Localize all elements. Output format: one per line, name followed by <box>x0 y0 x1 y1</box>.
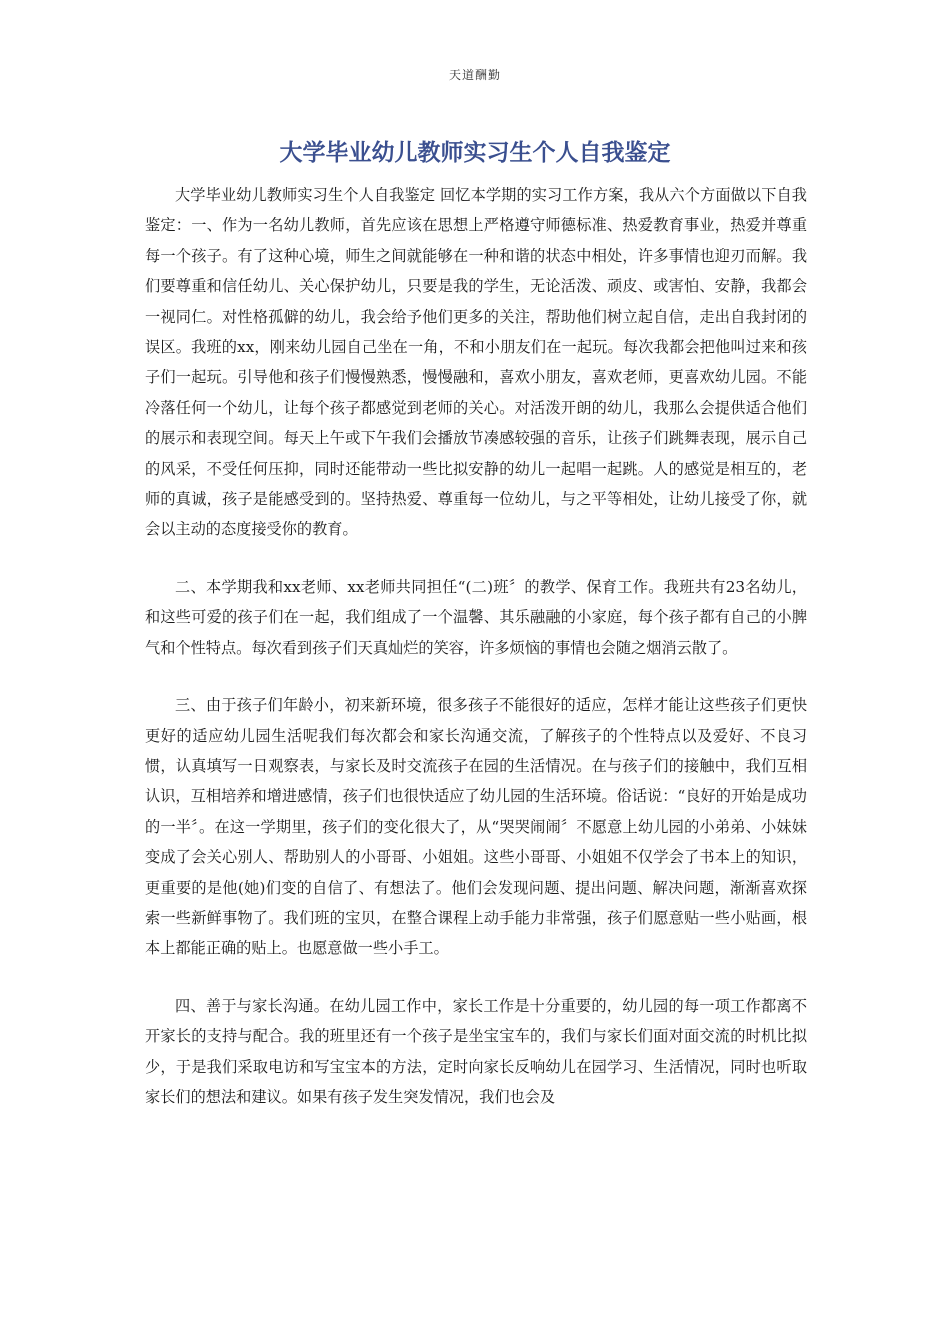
paragraph-4: 四、善于与家长沟通。在幼儿园工作中，家长工作是十分重要的，幼儿园的每一项工作都离不开家长的支持与配合。我的班里还有一个孩子是坐宝宝车的，我们与家长们面对面交流的时机比拟少，于是我们采取电访和写宝宝本的方法，定时向家长反响幼儿在园学习、生活情况，同时也听取家长们的想法和建议。如果有孩子发生突发情况，我们也会及 <box>145 996 807 1106</box>
document-title: 大学毕业幼儿教师实习生个人自我鉴定 <box>279 140 671 166</box>
paragraph-2: 二、本学期我和xx老师、xx老师共同担任“(二)班〞的教学、保育工作。我班共有23名幼儿，和这些可爱的孩子们在一起，我们组成了一个温馨、其乐融融的小家庭，每个孩子都有自己的小脾气和个性特点。每次看到孩子们天真灿烂的笑容，许多烦恼的事情也会随之烟消云散了。 <box>145 577 807 657</box>
document-body <box>145 180 807 1139</box>
paragraph-3: 三、由于孩子们年龄小，初来新环境，很多孩子不能很好的适应，怎样才能让这些孩子们更快更好的适应幼儿园生活呢我们每次都会和家长沟通交流，了解孩子的个性特点以及爱好、不良习惯，认真填写一日观察表，与家长及时交流孩子在园的生活情况。在与孩子们的接触中，我们互相认识，互相培养和增进感情，孩子们也很快适应了幼儿园的生活环境。俗话说：“良好的开始是成功的一半〞。在这一学期里，孩子们的变化很大了，从“哭哭闹闹〞不愿意上幼儿园的小弟弟、小妹妹变成了会关心别人、帮助别人的小哥哥、小姐姐。这些小哥哥、小姐姐不仅学会了书本上的知识，更重要的是他(她)们变的自信了、有想法了。他们会发现问题、提出问题、解决问题，渐渐喜欢探索一些新鲜事物了。我们班的宝贝，在整合课程上动手能力非常强，孩子们愿意贴一些小贴画，根本上都能正确的贴上。也愿意做一些小手工。 <box>145 696 807 958</box>
paragraph-1: 大学毕业幼儿教师实习生个人自我鉴定 回忆本学期的实习工作方案，我从六个方面做以下自我鉴定：一、作为一名幼儿教师，首先应该在思想上严格遵守师德标准、热爱教育事业，热爱并尊重每一个孩子。有了这种心境，师生之间就能够在一种和谐的状态中相处，许多事情也迎刃而解。我们要尊重和信任幼儿、关心保护幼儿，只要是我的学生，无论活泼、顽皮、或害怕、安静，我都会一视同仁。对性格孤僻的幼儿，我会给予他们更多的关注，帮助他们树立起自信，走出自我封闭的误区。我班的xx，刚来幼儿园自己坐在一角，不和小朋友们在一起玩。每次我都会把他叫过来和孩子们一起玩。引导他和孩子们慢慢熟悉，慢慢融和，喜欢小朋友，喜欢老师，更喜欢幼儿园。不能冷落任何一个幼儿，让每个孩子都感觉到老师的关心。对活泼开朗的幼儿，我那么会提供适合他们的展示和表现空间。每天上午或下午我们会播放节凑感较强的音乐，让孩子们跳舞表现，展示自己的风采，不受任何压抑，同时还能带动一些比拟安静的幼儿一起唱一起跳。人的感觉是相互的，老师的真诚，孩子是能感受到的。坚持热爱、尊重每一位幼儿，与之平等相处，让幼儿接受了你，就会以主动的态度接受你的教育。 <box>145 186 807 539</box>
page-header: 天道酬勤 <box>448 68 501 82</box>
